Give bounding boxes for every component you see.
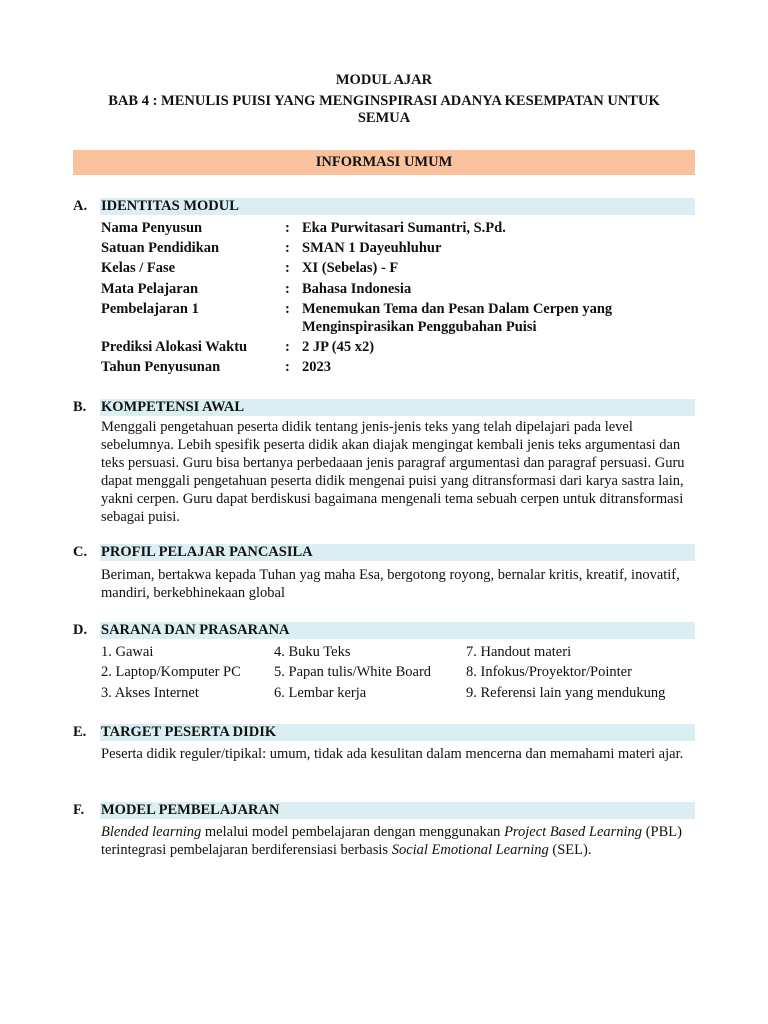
doc-title: MODUL AJAR <box>335 72 433 88</box>
section-f-text-part: (SEL). <box>548 842 592 858</box>
section-f-text-part: (PBL) terintegrasi pembelajaran berdiferensiasi berbasis <box>101 824 682 858</box>
pbl-term: Project Based Learning <box>504 824 643 840</box>
facility-item: 1. Gawai <box>101 644 154 660</box>
section-c-header <box>73 544 695 561</box>
section-b-header <box>73 399 695 416</box>
section-b-letter: B. <box>73 399 87 415</box>
identity-colon: : <box>285 281 290 297</box>
facility-item: 8. Infokus/Proyektor/Pointer <box>466 664 632 680</box>
identity-label: Tahun Penyusunan <box>101 359 221 375</box>
facility-item: 6. Lembar kerja <box>274 685 367 701</box>
section-d-letter: D. <box>73 622 88 638</box>
section-a-title: IDENTITAS MODUL <box>101 198 239 214</box>
identity-label: Mata Pelajaran <box>101 281 199 297</box>
identity-value: Menemukan Tema dan Pesan Dalam Cerpen yang Menginspirasikan Penggubahan Puisi <box>302 301 613 335</box>
doc-subtitle-line1: BAB 4 : MENULIS PUISI YANG MENGINSPIRASI ADANYA KESEMPATAN UNTUK <box>108 93 660 109</box>
facility-item: 2. Laptop/Komputer PC <box>101 664 241 680</box>
identity-colon: : <box>285 301 290 317</box>
section-f-title: MODEL PEMBELAJARAN <box>101 802 280 818</box>
section-b-title: KOMPETENSI AWAL <box>101 399 245 415</box>
identity-colon: : <box>285 359 290 375</box>
section-e-text: Peserta didik reguler/tipikal: umum, tidak ada kesulitan dalam mencerna dan memahami materi ajar. <box>101 746 684 762</box>
identity-colon: : <box>285 339 290 355</box>
identity-value: SMAN 1 Dayeuhluhur <box>302 240 442 256</box>
section-e-letter: E. <box>73 724 87 740</box>
section-b-text: Menggali pengetahuan peserta didik tentang jenis-jenis teks yang telah dipelajari pada level sebelumnya. Lebih spesifik peserta didik akan diajak mengingat kembali jenis teks argumentasi dan teks persuasi. Guru bisa bertanya perbedaaan jenis paragraf argumentasi dan paragraf persuasi. Guru dapat menggali pengetahuan peserta didik mengenai puisi yang ditransformasi dari karya sastra lain, yakni cerpen. Guru dapat berdiskusi bagaimana mengenali tema sebuah cerpen untuk ditransformasi sebagai puisi. <box>101 419 685 525</box>
identity-value: 2023 <box>302 359 331 375</box>
section-e-title: TARGET PESERTA DIDIK <box>101 724 277 740</box>
section-d-header <box>73 622 695 639</box>
facility-item: 3. Akses Internet <box>101 685 199 701</box>
section-f-text-part: melalui model pembelajaran dengan menggunakan <box>201 824 505 840</box>
identity-colon: : <box>285 240 290 256</box>
section-c-letter: C. <box>73 544 88 560</box>
facility-item: 7. Handout materi <box>466 644 572 660</box>
identity-value: Eka Purwitasari Sumantri, S.Pd. <box>302 220 506 236</box>
blended-learning-term: Blended learning <box>101 824 202 840</box>
identity-value: XI (Sebelas) - F <box>302 260 399 276</box>
doc-subtitle-line2: SEMUA <box>357 110 411 126</box>
identity-label: Satuan Pendidikan <box>101 240 220 256</box>
section-e-header <box>73 724 695 741</box>
identity-colon: : <box>285 260 290 276</box>
identity-label: Pembelajaran 1 <box>101 301 199 317</box>
section-d-title: SARANA DAN PRASARANA <box>101 622 290 638</box>
identity-label: Kelas / Fase <box>101 260 176 276</box>
section-f-header <box>73 802 695 819</box>
facility-item: 5. Papan tulis/White Board <box>274 664 432 680</box>
section-c-title: PROFIL PELAJAR PANCASILA <box>101 544 313 560</box>
section-f-text <box>101 823 697 859</box>
identity-label: Nama Penyusun <box>101 220 203 236</box>
identity-label: Prediksi Alokasi Waktu <box>101 339 248 355</box>
section-f-letter: F. <box>73 802 85 818</box>
identity-value: 2 JP (45 x2) <box>302 339 375 355</box>
info-banner: INFORMASI UMUM <box>73 150 695 175</box>
section-a-header <box>73 198 695 215</box>
identity-value: Bahasa Indonesia <box>302 281 412 297</box>
facility-item: 9. Referensi lain yang mendukung <box>466 685 666 701</box>
facility-item: 4. Buku Teks <box>274 644 351 660</box>
section-a-letter: A. <box>73 198 88 214</box>
section-c-text: Beriman, bertakwa kepada Tuhan yag maha Esa, bergotong royong, bernalar kritis, kreatif, inovatif, mandiri, berkebhinekaan global <box>101 567 680 601</box>
sel-term: Social Emotional Learning <box>391 842 549 858</box>
identity-colon: : <box>285 220 290 236</box>
